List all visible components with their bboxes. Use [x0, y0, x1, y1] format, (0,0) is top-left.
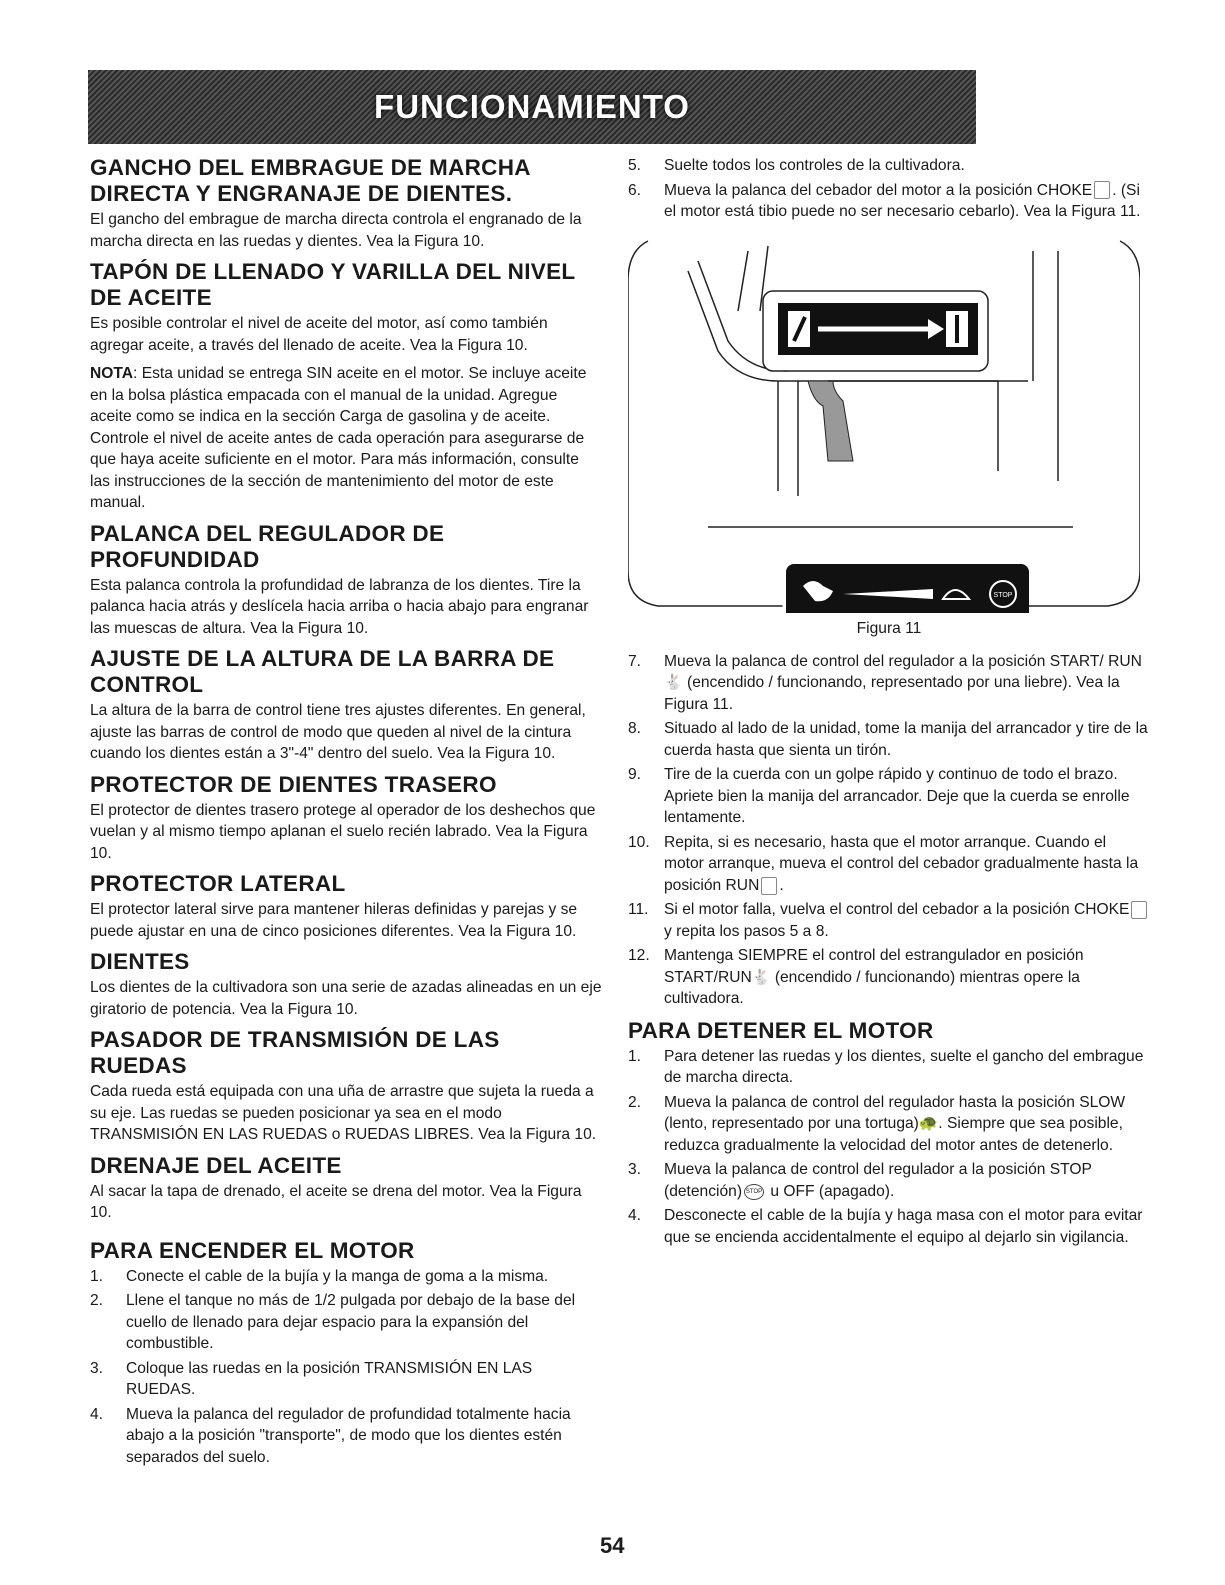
list-item	[628, 832, 1150, 897]
section-regulador-profundidad	[90, 521, 602, 640]
list-item	[628, 651, 1150, 716]
page-number: 54	[600, 1533, 625, 1558]
step-text: Mueva la palanca del cebador del motor a la posición CHOKE	[664, 181, 1093, 199]
list-item	[90, 1358, 602, 1401]
section-heading: PASADOR DE TRANSMISIÓN DE LAS RUEDAS	[90, 1027, 500, 1078]
step-number: 2.	[90, 1292, 104, 1309]
step-text: (encendido / funcionando, representado por una liebre). Vea la Figura 11.	[664, 674, 1120, 713]
step-text: Coloque las ruedas en la posición TRANSMISIÓN EN LAS RUEDAS.	[126, 1359, 533, 1398]
section-heading: PROTECTOR LATERAL	[90, 871, 346, 896]
list-item	[90, 1404, 602, 1469]
step-number: 5.	[628, 157, 642, 174]
section-text: La altura de la barra de control tiene tres ajustes diferentes. En general, ajuste las barras de control de modo que queden al nivel de la cintura cuando los dientes están a 3"-4" dentro del suelo. Vea la Figura 10.	[90, 702, 586, 762]
section-text: Cada rueda está equipada con una uña de arrastre que sujeta la rueda a su eje. Las ruedas se pueden posicionar ya sea en el modo TRANSMISIÓN EN LAS RUEDAS o RUEDAS LIBRES. Vea la Figura 10.	[90, 1083, 597, 1143]
step-text: Mueva la palanca del regulador de profundidad totalmente hacia abajo a la posición "transporte", de modo que los dientes estén separados del suelo.	[126, 1405, 571, 1466]
step-text: y repita los pasos 5 a 8.	[664, 922, 829, 940]
section-heading: GANCHO DEL EMBRAGUE DE MARCHA DIRECTA Y ENGRANAJE DE DIENTES.	[90, 155, 530, 206]
list-item	[628, 718, 1150, 761]
list-item	[628, 155, 1150, 177]
choke-icon	[1094, 181, 1110, 199]
stop-icon-label: STOP	[993, 591, 1013, 599]
section-encender-motor	[90, 1238, 602, 1469]
step-text: Conecte el cable de la bujía y la manga de goma a la misma.	[126, 1267, 549, 1285]
list-item	[90, 1290, 602, 1355]
page-title: FUNCIONAMIENTO	[374, 88, 690, 125]
step-text: .	[779, 876, 784, 894]
section-text: Es posible controlar el nivel de aceite del motor, así como también agregar aceite, a través del llenado de aceite. Vea la Figura 10.	[90, 315, 548, 354]
section-tapon-aceite	[90, 259, 602, 514]
step-number: 4.	[628, 1207, 642, 1225]
note-body: : Esta unidad se entrega SIN aceite en el motor. Se incluye aceite en la bolsa plástica empacada con el manual de la unidad. Agregue aceite como se indica en la sección Carga de gasolina y de aceite. Controle el nivel de aceite antes de cada operación para asegurarse de que haya aceite suficiente en el motor. Para más información, consulte las instrucciones de la sección de mantenimiento del motor de este manual.	[90, 365, 587, 511]
section-heading: AJUSTE DE LA ALTURA DE LA BARRA DE CONTROL	[90, 646, 555, 697]
step-number: 8.	[628, 720, 642, 738]
section-drenaje	[90, 1153, 602, 1224]
section-text: El protector de dientes trasero protege al operador de los deshechos que vuelan y al mismo tiempo aplanan el suelo recién labrado. Vea la Figura 10.	[90, 801, 596, 862]
step-text: Mueva la palanca de control del regulador hasta la posición SLOW (lento, representado por una tortuga)	[664, 1093, 1126, 1133]
section-text: El protector lateral sirve para mantener hileras definidas y parejas y se puede ajustar en una de cinco posiciones diferentes. Vea la Figura 10.	[90, 901, 578, 940]
list-item	[628, 1092, 1150, 1157]
note-label: NOTA	[90, 365, 134, 382]
list-item	[628, 899, 1150, 942]
step-text: Si el motor falla, vuelva el control del cebador a la posición CHOKE	[664, 901, 1130, 919]
section-embrague	[90, 155, 602, 252]
step-text: Llene el tanque no más de 1/2 pulgada por debajo de la base del cuello de llenado para dejar espacio para la expansión del combustible.	[126, 1292, 576, 1352]
step-text: Mueva la palanca de control del regulador a la posición START/ RUN	[664, 652, 1142, 670]
step-number: 9.	[628, 766, 642, 784]
step-text: Mantenga SIEMPRE el control del estrangulador en posición START/RUN	[664, 947, 1084, 986]
list-item	[628, 1046, 1150, 1089]
section-heading: PROTECTOR DE DIENTES TRASERO	[90, 771, 497, 797]
step-text: (encendido / funcionando) mientras opere la cultivadora.	[664, 968, 1080, 1008]
step-number: 11.	[628, 901, 649, 919]
list-item	[628, 945, 1150, 1010]
start-steps-list-continued-2	[628, 651, 1150, 1010]
start-steps-list-continued	[628, 155, 1150, 223]
section-text: El gancho del embrague de marcha directa controla el engranado de la marcha directa en las ruedas y dientes. Vea la Figura 10.	[90, 211, 582, 250]
section-altura-barra	[90, 646, 602, 765]
figure-11	[628, 231, 1140, 613]
list-item	[628, 180, 1150, 223]
section-detener-motor	[628, 1018, 1150, 1249]
section-heading: PARA ENCENDER EL MOTOR	[90, 1237, 415, 1263]
section-protector-trasero	[90, 772, 602, 865]
figure-caption: Figura 11	[856, 619, 922, 637]
section-text: Al sacar la tapa de drenado, el aceite se drena del motor. Vea la Figura 10.	[90, 1182, 582, 1221]
section-heading: TAPÓN DE LLENADO Y VARILLA DEL NIVEL DE ACEITE	[90, 259, 576, 310]
throttle-illustration	[628, 231, 1140, 613]
list-item	[628, 1159, 1150, 1202]
hare-icon: 🐇	[751, 968, 771, 986]
left-column	[90, 155, 602, 1471]
run-icon	[761, 877, 777, 895]
section-text: Los dientes de la cultivadora son una serie de azadas alineadas en un eje giratorio de potencia. Vea la Figura 10.	[90, 979, 602, 1018]
step-number: 7.	[628, 652, 642, 670]
section-dientes	[90, 949, 602, 1020]
list-item	[628, 1205, 1150, 1248]
note-text	[90, 363, 602, 514]
stop-steps-list	[628, 1046, 1150, 1249]
stop-icon: STOP	[744, 1184, 764, 1200]
choke-icon	[1131, 901, 1147, 919]
right-column	[628, 155, 1150, 1251]
step-text: . (Si el motor está tibio puede no ser necesario cebarlo). Vea la Figura 11.	[664, 181, 1141, 220]
step-number: 1.	[90, 1267, 104, 1285]
section-heading: DIENTES	[90, 949, 190, 974]
step-text: Suelte todos los controles de la cultivadora.	[664, 157, 965, 174]
list-item	[628, 764, 1150, 829]
section-heading: PALANCA DEL REGULADOR DE PROFUNDIDAD	[90, 520, 445, 572]
step-text: Repita, si es necesario, hasta que el motor arranque. Cuando el motor arranque, mueva el control del cebador gradualmente hasta la posición RUN	[664, 833, 1139, 894]
section-heading: PARA DETENER EL MOTOR	[628, 1017, 934, 1043]
step-text: u OFF (apagado).	[766, 1182, 895, 1200]
section-pasador-transmision	[90, 1027, 602, 1146]
step-text: Situado al lado de la unidad, tome la manija del arrancador y tire de la cuerda hasta que sienta un tirón.	[664, 720, 1148, 759]
step-number: 1.	[628, 1047, 642, 1065]
step-number: 10.	[628, 833, 650, 851]
step-text: . Siempre que sea posible, reduzca gradualmente la velocidad del motor antes de detenerlo.	[664, 1115, 1123, 1154]
step-text: Para detener las ruedas y los dientes, suelte el gancho del embrague de marcha directa.	[664, 1047, 1144, 1087]
step-number: 2.	[628, 1093, 642, 1111]
step-number: 6.	[628, 181, 642, 199]
section-protector-lateral	[90, 871, 602, 942]
step-text: Desconecte el cable de la bujía y haga masa con el motor para evitar que se encienda accidentalmente el equipo al dejarlo sin vigilancia.	[664, 1207, 1143, 1246]
step-number: 3.	[628, 1161, 642, 1179]
hare-icon: 🐇	[664, 674, 683, 692]
step-number: 4.	[90, 1405, 104, 1423]
tortoise-icon: 🐢	[918, 1115, 939, 1133]
page-banner	[88, 70, 976, 144]
section-text: Esta palanca controla la profundidad de labranza de los dientes. Tire la palanca hacia atrás y deslícela hacia arriba o hacia abajo para engranar las muescas de altura. Vea la Figura 10.	[90, 576, 589, 637]
step-number: 12.	[628, 947, 650, 965]
list-item	[90, 1266, 602, 1288]
step-text: Tire de la cuerda con un golpe rápido y continuo de todo el brazo. Apriete bien la manija del arrancador. Deje que la cuerda se enrolle lentamente.	[664, 766, 1130, 827]
step-number: 3.	[90, 1359, 104, 1377]
start-steps-list	[90, 1266, 602, 1469]
section-heading: DRENAJE DEL ACEITE	[90, 1152, 342, 1178]
step-text: Mueva la palanca de control del regulador a la posición STOP (detención)	[664, 1161, 1092, 1200]
